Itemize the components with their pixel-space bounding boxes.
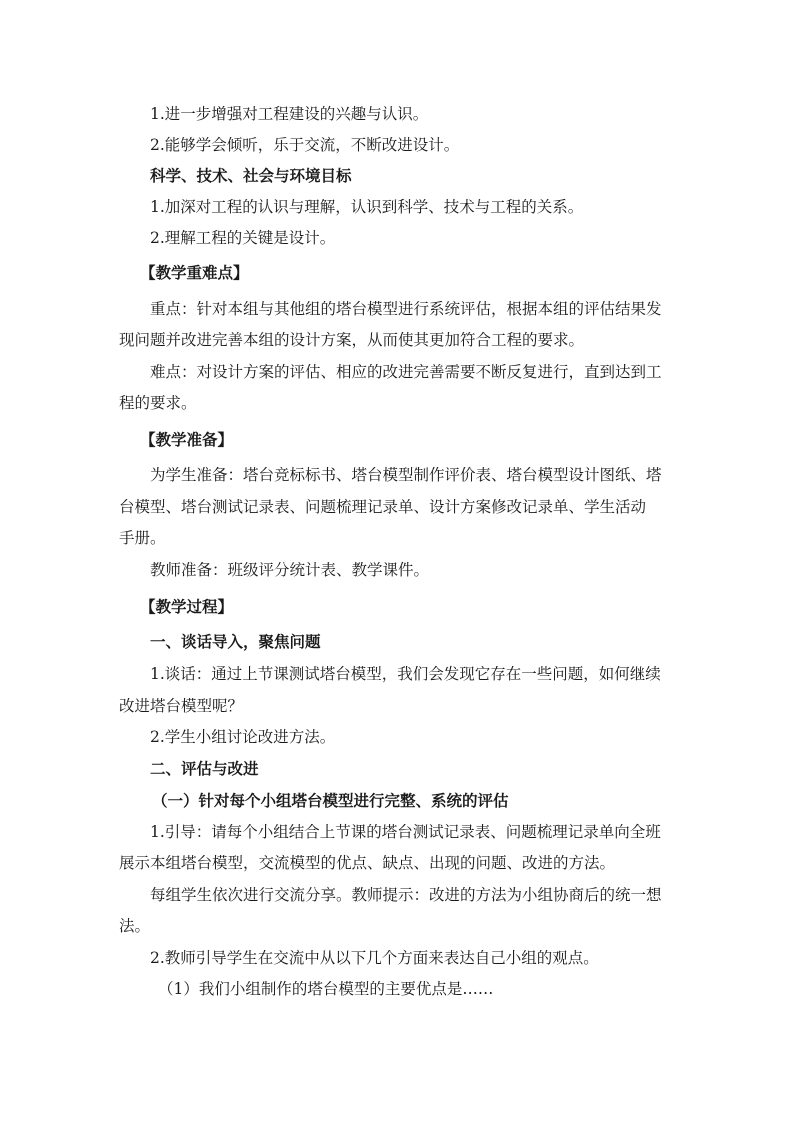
student-prep-line-2: 台模型、塔台测试记录表、问题梳理记录单、设计方案修改记录单、学生活动 <box>119 498 647 516</box>
section-2-item-1-line-1: 1.引导：请每个小组结合上节课的塔台测试记录表、问题梳理记录单向全班 <box>150 823 661 841</box>
key-point-line-2: 现问题并改进完善本组的设计方案，从而使其更加符合工程的要求。 <box>119 331 585 349</box>
key-points-heading: 【教学重难点】 <box>140 263 249 282</box>
objective-item-2: 2.能够学会倾听，乐于交流，不断改进设计。 <box>150 136 460 154</box>
teacher-prep-line: 教师准备：班级评分统计表、教学课件。 <box>150 561 430 579</box>
section-2-heading: 二、评估与改进 <box>150 759 259 778</box>
process-heading: 【教学过程】 <box>140 597 234 616</box>
objective-item-1: 1.进一步增强对工程建设的兴趣与认识。 <box>150 105 429 123</box>
section-2-note-line-2: 法。 <box>119 917 151 935</box>
section-2-item-2: 2.教师引导学生在交流中从以下几个方面来表达自己小组的观点。 <box>150 949 599 967</box>
section-1-heading: 一、谈话导入，聚焦问题 <box>150 632 321 651</box>
section-1-item-1-line-2: 改进塔台模型呢？ <box>119 697 244 715</box>
difficulty-line-2: 程的要求。 <box>119 394 197 412</box>
student-prep-line-3: 手册。 <box>119 529 166 547</box>
preparation-heading: 【教学准备】 <box>140 430 234 449</box>
stse-item-2: 2.理解工程的关键是设计。 <box>150 229 336 247</box>
difficulty-line-1: 难点：对设计方案的评估、相应的改进完善需要不断反复进行，直到达到工 <box>150 363 662 381</box>
section-2-note-line-1: 每组学生依次进行交流分享。教师提示：改进的方法为小组协商后的统一想 <box>150 886 662 904</box>
section-2-item-1-line-2: 展示本组塔台模型，交流模型的优点、缺点、出现的问题、改进的方法。 <box>119 854 616 872</box>
section-2-subitem-1: （1）我们小组制作的塔台模型的主要优点是…… <box>158 980 494 998</box>
student-prep-line-1: 为学生准备：塔台竞标标书、塔台模型制作评价表、塔台模型设计图纸、塔 <box>150 466 662 484</box>
subsection-1-heading: （一）针对每个小组塔台模型进行完整、系统的评估 <box>152 791 509 810</box>
section-1-item-1-line-1: 1.谈话：通过上节课测试塔台模型，我们会发现它存在一些问题，如何继续 <box>150 665 661 683</box>
stse-item-1: 1.加深对工程的认识与理解，认识到科学、技术与工程的关系。 <box>150 198 584 216</box>
key-point-line-1: 重点：针对本组与其他组的塔台模型进行系统评估，根据本组的评估结果发 <box>150 300 662 318</box>
stse-goals-heading: 科学、技术、社会与环境目标 <box>150 166 352 185</box>
section-1-item-2: 2.学生小组讨论改进方法。 <box>150 728 336 746</box>
